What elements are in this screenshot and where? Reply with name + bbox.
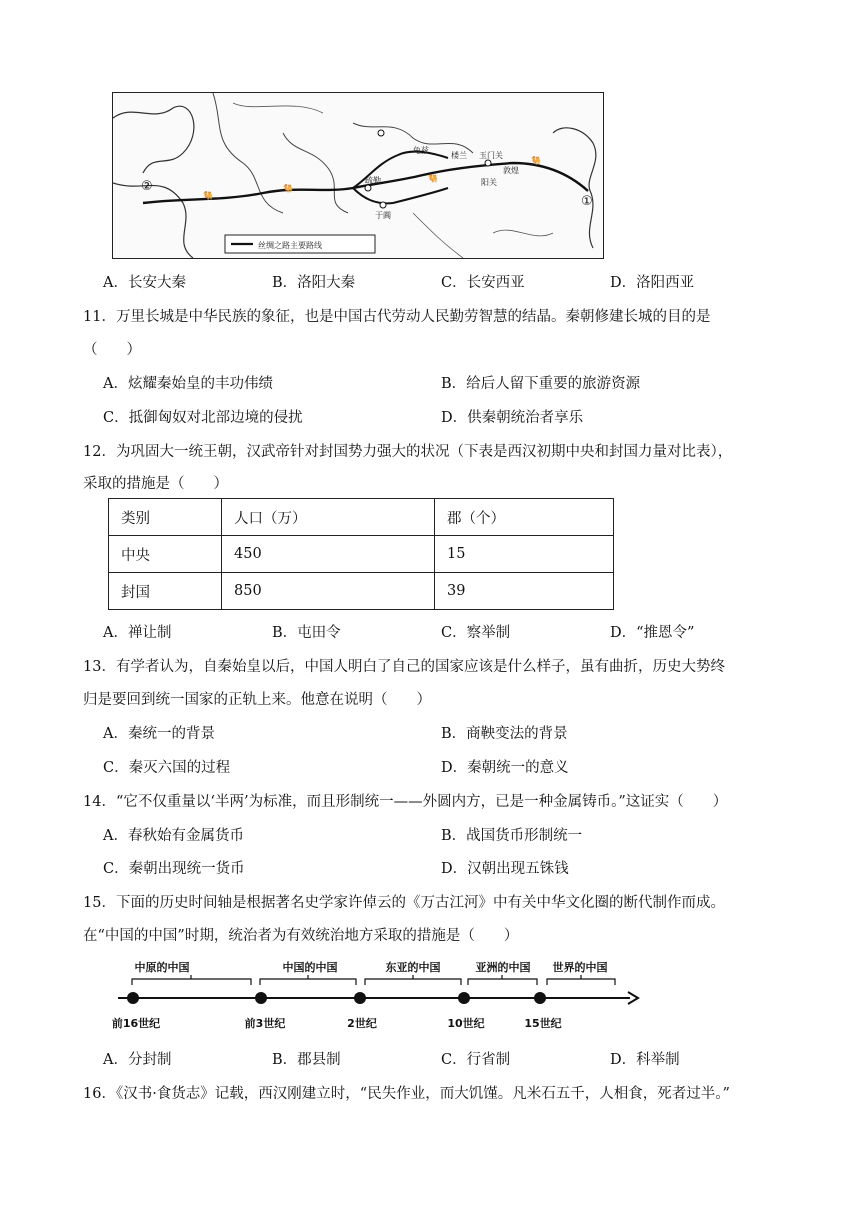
q11-option-d[interactable]: D．供秦朝统治者享乐 [441, 410, 584, 426]
table-header-cell: 类别 [109, 499, 222, 536]
timeline-period-label: 中国的中国 [282, 961, 338, 974]
q10-option-b[interactable]: B．洛阳大秦 [272, 275, 356, 291]
q11-option-c[interactable]: C．抵御匈奴对北部边境的侵扰 [103, 410, 303, 426]
q10-option-d[interactable]: D．洛阳西亚 [610, 275, 695, 291]
q16-stem-line1: 16．《汉书·食货志》记载，西汉刚建立时，“民失作业，而大饥馑。凡米石五千，人相食，死者过半。” [83, 1086, 730, 1102]
q14-option-c[interactable]: C．秦朝出现统一货币 [103, 861, 245, 877]
q13-option-d[interactable]: D．秦朝统一的意义 [441, 760, 569, 776]
q15-option-d[interactable]: D．科举制 [610, 1052, 680, 1068]
q12-stem-line1: 12．为巩固大一统王朝，汉武帝针对封国势力强大的状况（下表是西汉初期中央和封国力量对比表）， [83, 444, 733, 460]
table-cell: 39 [435, 573, 614, 610]
q15-option-c[interactable]: C．行省制 [441, 1052, 511, 1068]
q13-stem-line1: 13．有学者认为，自秦始皇以后，中国人明白了自己的国家应该是什么样子，虽有曲折，历史大势终 [83, 659, 725, 675]
map-legend-label: 丝绸之路主要路线 [258, 241, 322, 250]
silk-road-map-drawing [113, 93, 603, 258]
table-cell: 封国 [109, 573, 222, 610]
svg-text:🐫: 🐫 [428, 174, 438, 183]
timeline-tick-label: 2世纪 [347, 1017, 377, 1030]
timeline-tick-label: 前3世纪 [244, 1017, 286, 1030]
q15-option-b[interactable]: B．郡县制 [272, 1052, 341, 1068]
q13-option-b[interactable]: B．商鞅变法的背景 [441, 726, 568, 742]
map-label-qiuci: 龟兹 [413, 146, 429, 155]
map-label-yangguan: 阳关 [481, 178, 497, 187]
q11-stem-line1: 11．万里长城是中华民族的象征，也是中国古代劳动人民勤劳智慧的结晶。秦朝修建长城的目的是 [83, 309, 711, 325]
timeline-tick-label: 10世纪 [447, 1017, 485, 1030]
timeline-drawing [110, 955, 640, 1035]
q11-option-a[interactable]: A．炫耀秦始皇的丰功伟绩 [103, 376, 273, 392]
map-label-loulan: 楼兰 [451, 151, 467, 160]
table-header-cell: 郡（个） [435, 499, 614, 536]
q11-stem-line2: （ ） [83, 342, 141, 358]
timeline-period-label: 东亚的中国 [385, 961, 441, 974]
q14-option-a[interactable]: A．春秋始有金属货币 [103, 828, 244, 844]
table-cell: 850 [222, 573, 435, 610]
q12-option-d[interactable]: D．“推恩令” [610, 625, 695, 641]
q12-comparison-table [108, 498, 614, 610]
timeline-tick-label: 前16世纪 [111, 1017, 161, 1030]
q12-option-a[interactable]: A．禅让制 [103, 625, 172, 641]
svg-text:🐫: 🐫 [283, 184, 293, 193]
q11-option-b[interactable]: B．给后人留下重要的旅游资源 [441, 376, 641, 392]
q14-option-b[interactable]: B．战国货币形制统一 [441, 828, 583, 844]
q12-option-c[interactable]: C．察举制 [441, 625, 511, 641]
q13-option-c[interactable]: C．秦灭六国的过程 [103, 760, 231, 776]
q15-option-a[interactable]: A．分封制 [103, 1052, 172, 1068]
svg-text:🐫: 🐫 [531, 156, 541, 165]
q13-option-a[interactable]: A．秦统一的背景 [103, 726, 215, 742]
table-header-cell: 人口（万） [222, 499, 435, 536]
map-label-shule: 疏勒 [365, 176, 381, 185]
timeline-period-label: 世界的中国 [552, 961, 608, 974]
table-cell: 15 [435, 536, 614, 573]
q13-stem-line2: 归是要回到统一国家的正轨上来。他意在说明（ ） [83, 692, 431, 708]
timeline-period-label: 亚洲的中国 [475, 961, 531, 974]
q14-option-d[interactable]: D．汉朝出现五铢钱 [441, 861, 569, 877]
q10-option-c[interactable]: C．长安西亚 [441, 275, 525, 291]
q15-stem-line1: 15．下面的历史时间轴是根据著名史学家许倬云的《万古江河》中有关中华文化圈的断代制作而成。 [83, 895, 725, 911]
map-label-yumenguan: 玉门关 [479, 151, 503, 160]
table-cell: 450 [222, 536, 435, 573]
map-label-dunhuang: 敦煌 [503, 166, 519, 175]
q12-stem-line2: 采取的措施是（ ） [83, 476, 228, 492]
table-cell: 中央 [109, 536, 222, 573]
table-row [109, 573, 614, 610]
silk-road-map [112, 92, 604, 259]
map-marker-1: ① [581, 194, 593, 209]
table-header-row [109, 499, 614, 536]
map-label-yutian: 于阗 [375, 211, 391, 220]
q14-stem-line1: 14．“它不仅重量以‘半两’为标准，而且形制统一——外圆内方，已是一种金属铸币。”这证实（ ） [83, 794, 728, 810]
table-row [109, 536, 614, 573]
q12-option-b[interactable]: B．屯田令 [272, 625, 341, 641]
timeline-tick-label: 15世纪 [524, 1017, 562, 1030]
map-marker-2: ② [141, 179, 153, 194]
history-timeline [110, 955, 640, 1035]
svg-text:🐫: 🐫 [203, 191, 213, 200]
q10-option-a[interactable]: A．长安大秦 [103, 275, 186, 291]
q15-stem-line2: 在“中国的中国”时期，统治者为有效统治地方采取的措施是（ ） [83, 928, 519, 944]
timeline-period-label: 中原的中国 [134, 961, 190, 974]
